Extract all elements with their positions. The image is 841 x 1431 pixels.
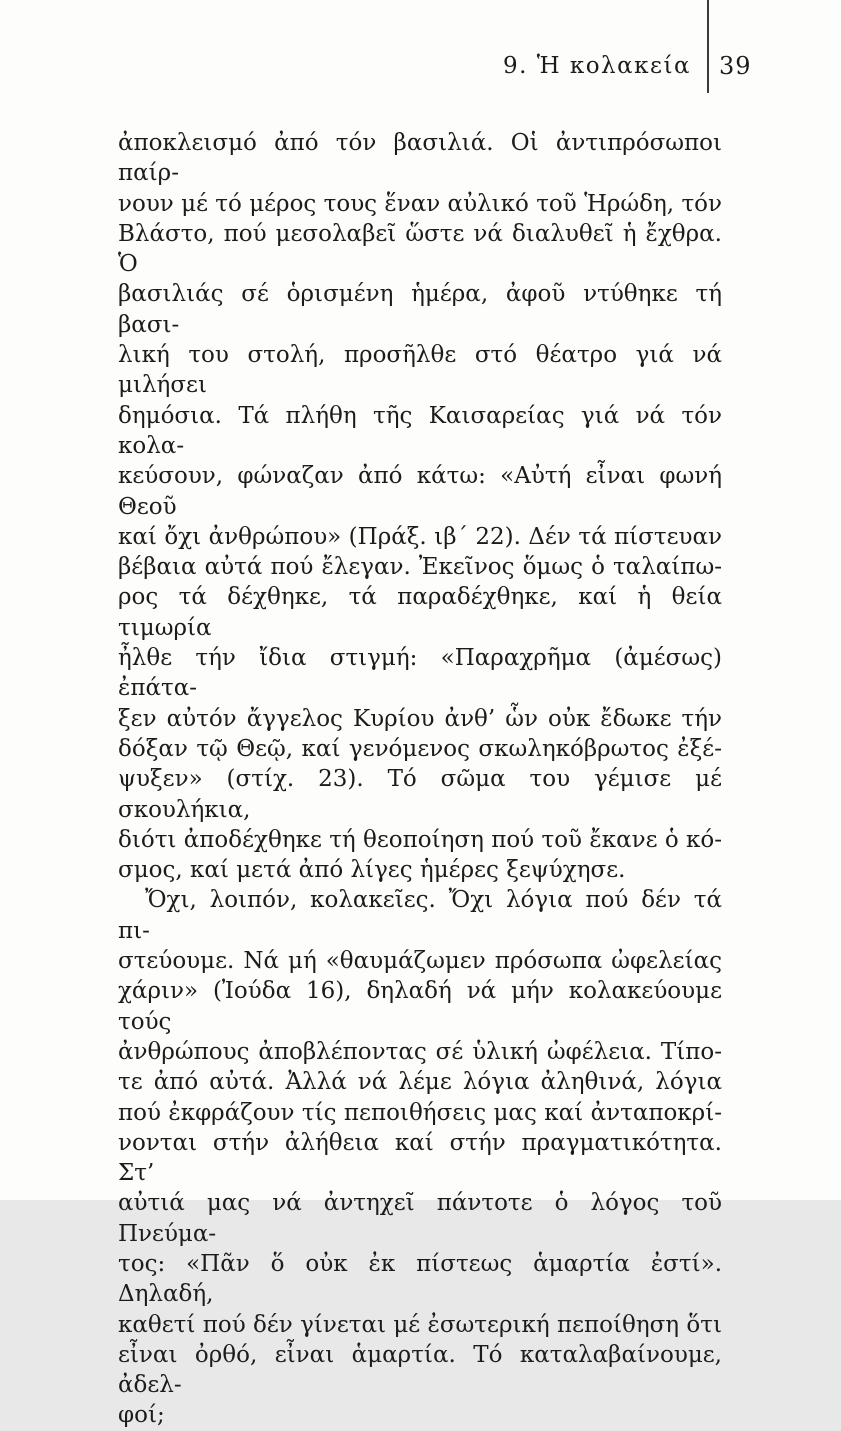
header-divider: [707, 0, 709, 93]
running-header: [0, 0, 841, 94]
paragraph: [118, 885, 722, 1430]
text-line: τος: «Πᾶν ὅ οὐκ ἐκ πίστεως ἁμαρτία ἐστί». Δηλαδή,: [118, 1250, 722, 1308]
text-line: λική του στολή, προσῆλθε στό θέατρο γιά νά μιλήσει: [118, 342, 722, 399]
text-line: καθετί πού δέν γίνεται μέ ἐσωτερική πεποίθηση ὅτι: [118, 1311, 722, 1338]
text-line: βέβαια αὐτά πού ἔλεγαν. Ἐκεῖνος ὅμως ὁ ταλαίπω-: [118, 554, 722, 581]
text-line: πού ἐκφράζουν τίς πεποιθήσεις μας καί ἀνταποκρί-: [118, 1099, 722, 1126]
text-line: ἀνθρώπους ἀποβλέποντας σέ ὑλική ὠφέλεια. Τίπο-: [118, 1038, 722, 1065]
text-line: ρος τά δέχθηκε, τά παραδέχθηκε, καί ἡ θεία τιμωρία: [118, 584, 722, 641]
text-line: καί ὄχι ἀνθρώπου» (Πράξ. ιβ´ 22). Δέν τά πίστευαν: [118, 523, 722, 550]
text-line: φοί;: [118, 1402, 165, 1429]
text-line: νουν μέ τό μέρος τους ἕναν αὐλικό τοῦ Ἡρώδη, τόν: [118, 190, 722, 217]
text-line: Ὄχι, λοιπόν, κολακεῖες. Ὄχι λόγια πού δέν τά πι-: [118, 887, 722, 944]
text-line: τε ἀπό αὐτά. Ἀλλά νά λέμε λόγια ἀληθινά, λόγια: [118, 1069, 722, 1096]
page-number: 39: [719, 52, 752, 80]
body-text: [118, 128, 722, 1431]
text-line: διότι ἀποδέχθηκε τή θεοποίηση πού τοῦ ἔκανε ὁ κό-: [118, 826, 722, 853]
chapter-title: 9. Ἡ κολακεία: [502, 53, 691, 79]
text-line: ἀποκλεισμό ἀπό τόν βασιλιά. Οἱ ἀντιπρόσωποι παίρ-: [118, 130, 722, 187]
text-line: νονται στήν ἀλήθεια καί στήν πραγματικότητα. Στ’: [118, 1129, 722, 1187]
text-line: ξεν αὐτόν ἄγγελος Κυρίου ἀνθ’ ὧν οὐκ ἔδωκε τήν: [118, 705, 722, 732]
text-line: κεύσουν, φώναζαν ἀπό κάτω: «Αὐτή εἶναι φωνή Θεοῦ: [118, 463, 722, 520]
text-line: σμος, καί μετά ἀπό λίγες ἡμέρες ξεψύχησε.: [118, 857, 626, 884]
text-line: Βλάστο, πού μεσολαβεῖ ὥστε νά διαλυθεῖ ἡ ἔχθρα. Ὁ: [118, 220, 722, 278]
text-line: βασιλιάς σέ ὁρισμένη ἡμέρα, ἀφοῦ ντύθηκε τή βασι-: [118, 281, 722, 338]
text-line: εἶναι ὀρθό, εἶναι ἁμαρτία. Τό καταλαβαίνουμε, ἀδελ-: [118, 1341, 722, 1399]
text-line: δόξαν τῷ Θεῷ, καί γενόμενος σκωληκόβρωτος ἐξέ-: [118, 735, 722, 762]
text-line: ἦλθε τήν ἴδια στιγμή: «Παραχρῆμα (ἀμέσως) ἐπάτα-: [118, 645, 722, 702]
text-line: αὐτιά μας νά ἀντηχεῖ πάντοτε ὁ λόγος τοῦ Πνεύμα-: [118, 1190, 722, 1247]
text-line: ψυξεν» (στίχ. 23). Τό σῶμα του γέμισε μέ σκουλήκια,: [118, 766, 722, 823]
paragraph: [118, 128, 722, 885]
text-line: στεύουμε. Νά μή «θαυμάζωμεν πρόσωπα ὠφελείας: [118, 948, 722, 975]
text-line: δημόσια. Τά πλήθη τῆς Καισαρείας γιά νά τόν κολα-: [118, 402, 722, 459]
text-line: χάριν» (Ἰούδα 16), δηλαδή νά μήν κολακεύουμε τούς: [118, 978, 722, 1035]
